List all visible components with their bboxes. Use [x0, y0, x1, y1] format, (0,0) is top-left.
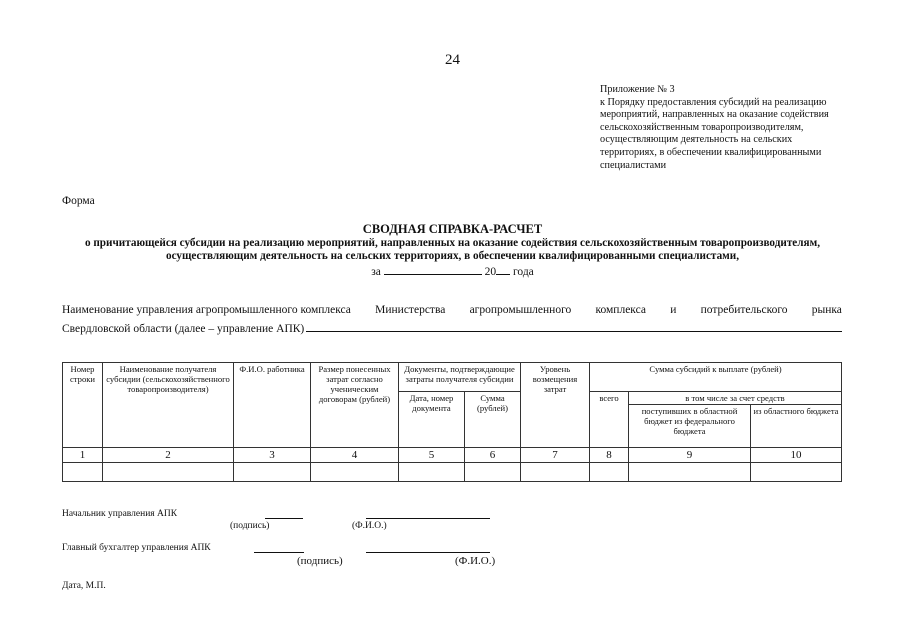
management-word: агропромышленного: [469, 304, 572, 316]
management-line-1: [62, 304, 842, 316]
head-name-line: [366, 518, 490, 519]
management-word: Министерства: [375, 304, 446, 316]
table-cell: [590, 463, 629, 482]
table-cell: [751, 463, 842, 482]
appendix-line: сельскохозяйственным товаропроизводителям,: [600, 121, 804, 133]
subtitle-line-2: осуществляющим деятельность на сельских территориях, в обеспечении квалифицированными специалистами,: [165, 250, 740, 262]
period-suffix: года: [512, 266, 534, 278]
header-recipient: Наименование получателя субсидии (сельскохозяйственного товаропроизводителя): [103, 363, 234, 448]
table-cell: [521, 463, 590, 482]
subsidy-table: [62, 362, 842, 482]
head-signature-line: [265, 518, 303, 519]
accountant-signature-line: [254, 552, 304, 553]
management-word: потребительского: [700, 304, 788, 316]
header-doc-date: Дата, номер документа: [399, 392, 465, 448]
appendix-line: мероприятий, направленных на оказание содействия: [600, 109, 829, 121]
period-year-prefix: 20: [484, 266, 497, 278]
column-number: 1: [63, 448, 103, 463]
period-year-blank: [496, 264, 510, 275]
header-regional: из областного бюджета: [751, 405, 842, 448]
accountant-name-caption: (Ф.И.О.): [455, 555, 496, 567]
column-number: 6: [465, 448, 521, 463]
header-payout: Сумма субсидий к выплате (рублей): [590, 363, 842, 392]
column-number: 10: [751, 448, 842, 463]
management-line-2: [62, 320, 842, 335]
header-row-number: Номер строки: [63, 363, 103, 448]
header-costs: Размер понесенных затрат согласно ученическим договорам (рублей): [311, 363, 399, 448]
header-employee: Ф.И.О. работника: [234, 363, 311, 448]
column-number: 5: [399, 448, 465, 463]
header-total: всего: [590, 392, 629, 448]
management-blank-line: [306, 320, 842, 332]
column-number: 7: [521, 448, 590, 463]
management-line-2-text: Свердловской области (далее – управление АПК): [62, 323, 305, 335]
page-number: 24: [445, 52, 460, 68]
period-line: [0, 264, 905, 278]
header-doc-sum: Сумма (рублей): [465, 392, 521, 448]
appendix-line: территориях, в обеспечении квалифицированными: [600, 146, 822, 158]
appendix-title: Приложение № 3: [600, 84, 675, 95]
date-stamp-label: Дата, М.П.: [62, 581, 106, 591]
subtitle-line-1: о причитающейся субсидии на реализацию мероприятий, направленных на оказание содействия сельскохозяйственным товаропроизводителям,: [84, 237, 821, 249]
table-cell: [103, 463, 234, 482]
head-label: Начальник управления АПК: [62, 509, 178, 519]
period-prefix: за: [371, 266, 381, 278]
management-word: Наименование управления агропромышленного комплекса: [62, 304, 351, 316]
appendix-line: осуществляющим деятельность на сельских: [600, 134, 793, 146]
column-number: 4: [311, 448, 399, 463]
accountant-name-line: [366, 552, 490, 553]
document-subtitle: [40, 237, 865, 263]
appendix-line: к Порядку предоставления субсидий на реализацию: [600, 96, 827, 108]
appendix-line: специалистами: [600, 159, 667, 171]
column-number: 8: [590, 448, 629, 463]
table-cell: [629, 463, 751, 482]
table-cell: [465, 463, 521, 482]
column-number: 9: [629, 448, 751, 463]
accountant-signature-caption: (подпись): [297, 555, 343, 567]
column-number: 2: [103, 448, 234, 463]
head-name-caption: (Ф.И.О.): [352, 521, 387, 531]
header-federal: поступивших в областной бюджет из федерального бюджета: [629, 405, 751, 448]
table-cell: [63, 463, 103, 482]
table-cell: [311, 463, 399, 482]
head-signature-caption: (подпись): [230, 521, 270, 531]
table-cell: [399, 463, 465, 482]
management-word: рынка: [811, 304, 842, 316]
management-word: и: [670, 304, 677, 316]
management-word: комплекса: [595, 304, 646, 316]
document-title: СВОДНАЯ СПРАВКА-РАСЧЕТ: [362, 222, 543, 236]
header-documents: Документы, подтверждающие затраты получателя субсидии: [399, 363, 521, 392]
form-label: Форма: [62, 195, 95, 207]
table-row: [63, 463, 842, 482]
accountant-label: Главный бухгалтер управления АПК: [62, 543, 211, 553]
period-date-blank: [384, 264, 482, 275]
table-cell: [234, 463, 311, 482]
header-level: Уровень возмещения затрат: [521, 363, 590, 448]
appendix-block: [600, 84, 850, 172]
header-including: в том числе за счет средств: [629, 392, 842, 405]
column-number: 3: [234, 448, 311, 463]
